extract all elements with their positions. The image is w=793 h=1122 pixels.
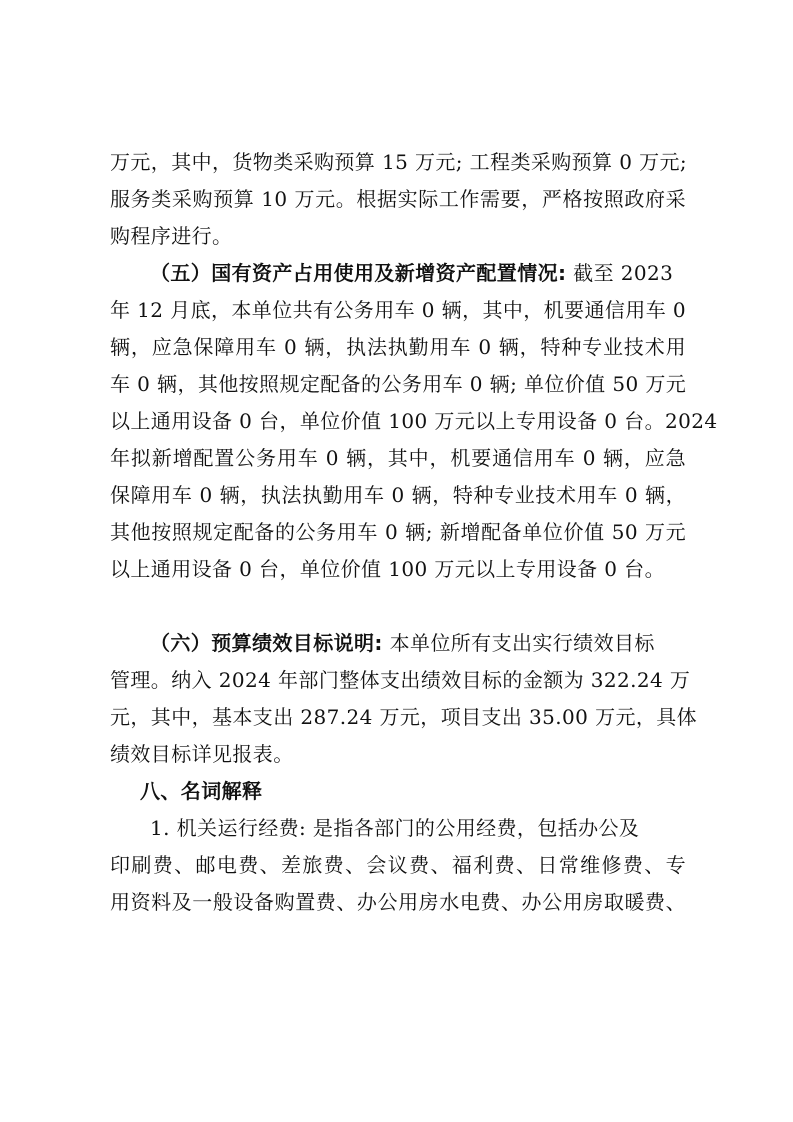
- paragraph-line: 以上通用设备 0 台，单位价值 100 万元以上专用设备 0 台。2024: [110, 409, 718, 433]
- paragraph-line: 绩效目标详见报表。: [110, 742, 294, 766]
- paragraph-line: 购程序进行。: [110, 224, 233, 248]
- paragraph-first-line: [150, 260, 686, 286]
- paragraph-line: 保障用车 0 辆，执法执勤用车 0 辆，特种专业技术用车 0 辆，: [110, 483, 686, 507]
- subheading-performance: （六）预算绩效目标说明:: [150, 631, 383, 655]
- paragraph-line: 元，其中，基本支出 287.24 万元，项目支出 35.00 万元，具体: [110, 705, 698, 729]
- subheading-assets: （五）国有资产占用使用及新增资产配置情况:: [150, 261, 567, 285]
- paragraph-line: 印刷费、邮电费、差旅费、会议费、福利费、日常维修费、专: [110, 853, 686, 877]
- paragraph-text: 本单位所有支出实行绩效目标: [382, 631, 655, 655]
- paragraph-line: 服务类采购预算 10 万元。根据实际工作需要，严格按照政府采: [110, 187, 686, 211]
- paragraph-text: 截至 2023: [566, 261, 674, 285]
- paragraph-first-line: 1. 机关运行经费: 是指各部门的公用经费，包括办公及: [150, 816, 640, 840]
- paragraph-line: 管理。纳入 2024 年部门整体支出绩效目标的金额为 322.24 万: [110, 668, 691, 692]
- paragraph-line: 用资料及一般设备购置费、办公用房水电费、办公用房取暖费、: [110, 890, 686, 914]
- paragraph-line: 万元，其中，货物类采购预算 15 万元; 工程类采购预算 0 万元;: [110, 150, 688, 174]
- paragraph-line: 辆，应急保障用车 0 辆，执法执勤用车 0 辆，特种专业技术用: [110, 335, 686, 359]
- paragraph-line: 其他按照规定配备的公务用车 0 辆; 新增配备单位价值 50 万元: [110, 520, 686, 544]
- paragraph-first-line: [150, 630, 686, 656]
- paragraph-line: 车 0 辆，其他按照规定配备的公务用车 0 辆; 单位价值 50 万元: [110, 372, 687, 396]
- paragraph-line: 以上通用设备 0 台，单位价值 100 万元以上专用设备 0 台。: [110, 557, 665, 581]
- paragraph-line: 年 12 月底，本单位共有公务用车 0 辆，其中，机要通信用车 0: [110, 298, 686, 322]
- paragraph-line: 年拟新增配置公务用车 0 辆，其中，机要通信用车 0 辆，应急: [110, 446, 686, 470]
- section-heading: 八、名词解释: [140, 779, 263, 803]
